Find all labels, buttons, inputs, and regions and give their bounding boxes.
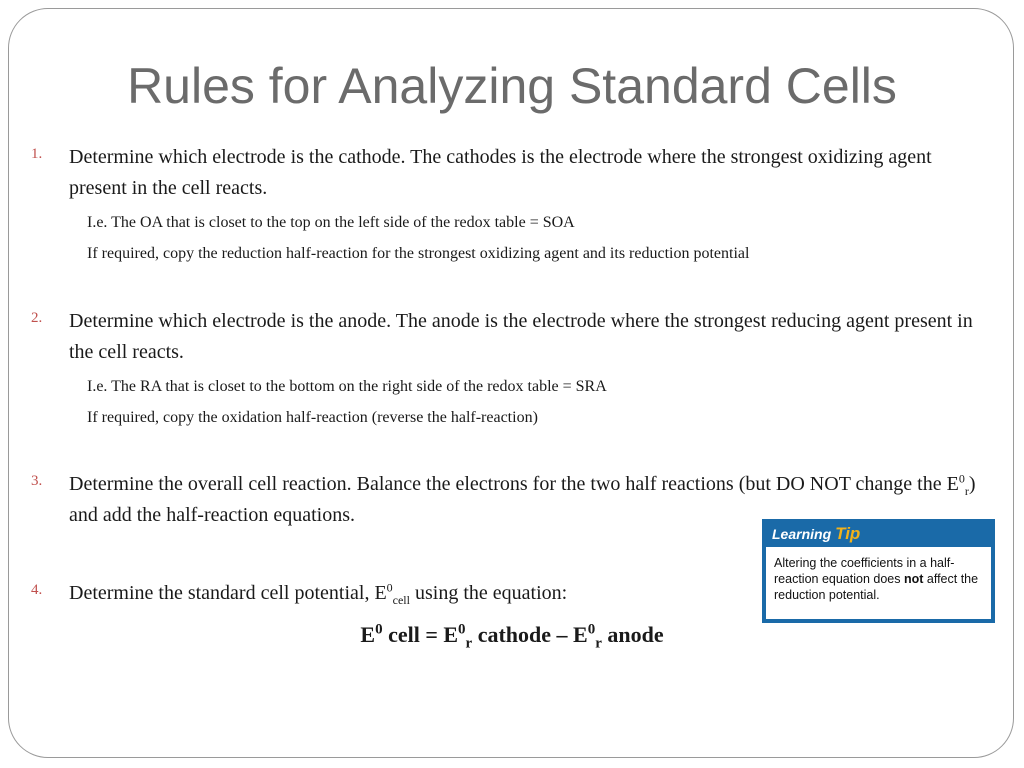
rule-number: 1. [31,146,43,162]
rule-subpoint: I.e. The OA that is closet to the top on the left side of the redox table = SOA [87,214,575,231]
rule-2 [31,306,994,428]
rule-subpoint: I.e. The RA that is closet to the bottom on the right side of the redox table = SRA [87,378,607,395]
learning-tip-label: Learning [772,526,832,542]
rule-text: Determine which electrode is the anode. The anode is the electrode where the strongest reducing agent present in the cell reacts. [69,310,973,363]
learning-tip-box [762,519,995,623]
rule-number: 4. [31,582,43,598]
rule-number: 2. [31,310,43,326]
cell-potential-equation: $E^0$ cell = $E^0_r$ cathode – $E^0_r$ anode [360,621,664,652]
rule-text: Determine which electrode is the cathode. The cathodes is the electrode where the strongest oxidizing agent present in the cell reacts. [69,146,932,199]
slide-title: Rules for Analyzing Standard Cells [127,58,897,114]
learning-tip-header [766,519,991,547]
rule-1 [31,142,994,264]
rule-subpoint: If required, copy the oxidation half-reaction (reverse the half-reaction) [87,409,538,426]
rule-subpoint: If required, copy the reduction half-reaction for the strongest oxidizing agent and its reduction potential [87,245,750,262]
learning-tip-body: Altering the coefficients in a half-reaction equation does not affect the reduction potential. [766,547,991,619]
rule-number: 3. [31,473,43,489]
rule-text: Determine the standard cell potential, $E^0_{cell}$ using the equation: [69,580,568,607]
rule-text: Determine the overall cell reaction. Balance the electrons for the two half reactions (but DO NOT change the $E^0_r$) and add the half-reaction equations. [69,471,976,526]
tip-word: Tip [835,524,861,543]
